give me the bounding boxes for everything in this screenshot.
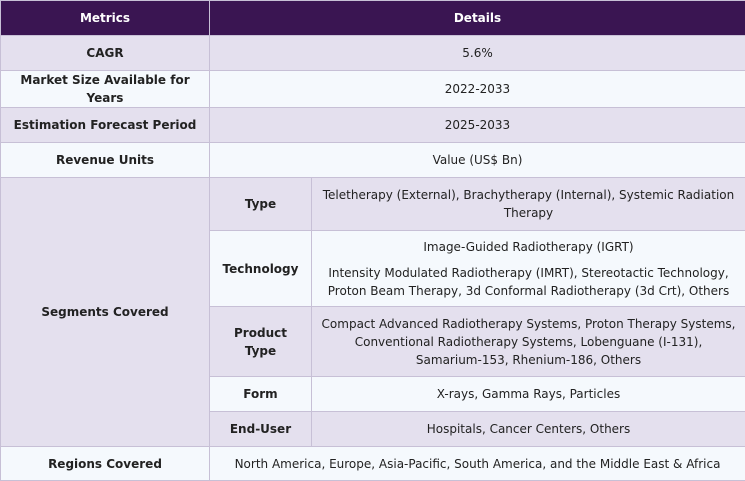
details-header: Details	[210, 1, 745, 36]
table-row	[1, 108, 745, 143]
segment-end-user-label: End-User	[210, 412, 312, 447]
segment-end-user-value: Hospitals, Cancer Centers, Others	[312, 412, 745, 447]
forecast-period-value: 2025-2033	[210, 108, 745, 143]
regions-covered-label: Regions Covered	[1, 447, 210, 481]
revenue-units-value: Value (US$ Bn)	[210, 143, 745, 178]
cagr-label: CAGR	[1, 36, 210, 71]
revenue-units-label: Revenue Units	[1, 143, 210, 178]
market-size-value: 2022-2033	[210, 71, 745, 108]
cagr-value: 5.6%	[210, 36, 745, 71]
segment-form-label: Form	[210, 377, 312, 412]
table-header-row	[1, 1, 745, 36]
forecast-period-label: Estimation Forecast Period	[1, 108, 210, 143]
regions-covered-value: North America, Europe, Asia-Pacific, South America, and the Middle East & Africa	[210, 447, 745, 481]
technology-value-line-1: Image-Guided Radiotherapy (IGRT)	[320, 238, 737, 256]
table-row	[1, 178, 745, 231]
technology-value-line-2: Intensity Modulated Radiotherapy (IMRT), Stereotactic Technology, Proton Beam Therapy, 3d Conformal Radiotherapy (3d Crt), Others	[320, 264, 737, 300]
segment-product-type-value: Compact Advanced Radiotherapy Systems, Proton Therapy Systems, Conventional Radiotherapy Systems, Lobenguane (I-131), Samarium-153, Rhenium-186, Others	[312, 307, 745, 377]
segment-type-label: Type	[210, 178, 312, 231]
market-size-label: Market Size Available for Years	[1, 71, 210, 108]
segment-form-value: X-rays, Gamma Rays, Particles	[312, 377, 745, 412]
metrics-header: Metrics	[1, 1, 210, 36]
segment-product-type-label: Product Type	[210, 307, 312, 377]
segment-type-value: Teletherapy (External), Brachytherapy (Internal), Systemic Radiation Therapy	[312, 178, 745, 231]
table-row	[1, 71, 745, 108]
segment-technology-label: Technology	[210, 231, 312, 307]
table-row	[1, 36, 745, 71]
table-row	[1, 447, 745, 481]
table-row	[1, 143, 745, 178]
segment-technology-value	[312, 231, 745, 307]
segments-covered-label: Segments Covered	[1, 178, 210, 447]
